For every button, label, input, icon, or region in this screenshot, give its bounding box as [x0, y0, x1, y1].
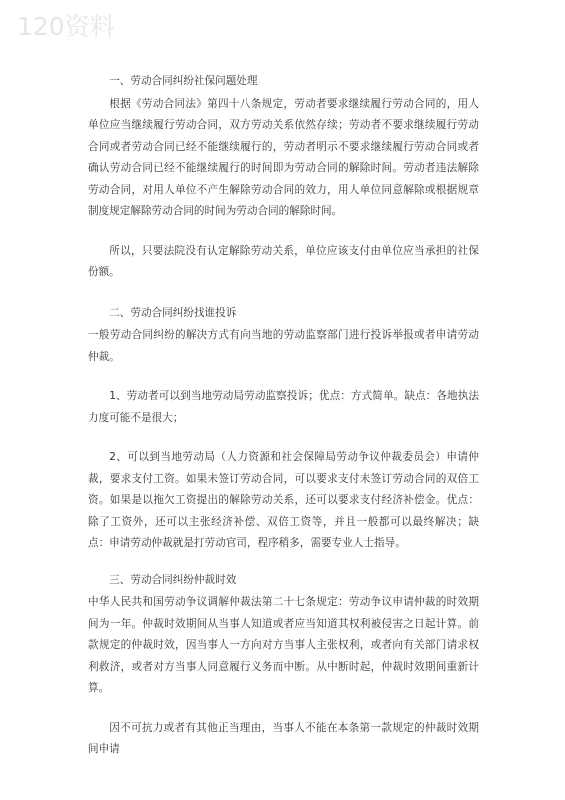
section-heading-2: 二、劳动合同纠纷找谁投诉 [109, 306, 237, 319]
paragraph: 1、劳动者可以到当地劳动局劳动监察投诉；优点：方式简单。缺点：各地执法力度可能不是很大； [88, 390, 479, 424]
paragraph: 因不可抗力或者有其他正当理由，当事人不能在本条第一款规定的仲裁时效期间申请 [88, 721, 479, 755]
paragraph: 2、可以到当地劳动局（人力资源和社会保障局劳动争议仲裁委员会）申请仲裁，要求支付工资。如果未签订劳动合同，可以要求支付未签订劳动合同的双倍工资。如果是以拖欠工资提出的解除劳动关系，还可以要求支付经济补偿金。优点：除了工资外，还可以主张经济补偿、双倍工资等，并且一般都可以最终解决；缺点：申请劳动仲裁就是打劳动官司，程序稍多，需要专业人士指导。 [88, 451, 479, 549]
document-body [88, 70, 479, 761]
paragraph: 根据《劳动合同法》第四十八条规定，劳动者要求继续履行劳动合同的，用人单位应当继续履行劳动合同，双方劳动关系依然存续；劳动者不要求继续履行劳动合同或者劳动合同已经不能继续履行的，劳动者明示不要求继续履行劳动合同或者确认劳动合同已经不能继续履行的时间即为劳动合同的解除时间。劳动者违法解除劳动合同，对用人单位不产生解除劳动合同的效力，用人单位同意解除或根据规章制度规定解除劳动合同的时间为劳动合同的解除时间。 [88, 97, 479, 217]
paragraph: 中华人民共和国劳动争议调解仲裁法第二十七条规定：劳动争议申请仲裁的时效期间为一年。仲裁时效期间从当事人知道或者应当知道其权利被侵害之日起计算。前款规定的仲裁时效，因当事人一方向对方当事人主张权利，或者向有关部门请求权利救济，或者对方当事人同意履行义务而中断。从中断时起，仲裁时效期间重新计算。 [88, 596, 479, 694]
paragraph: 所以，只要法院没有认定解除劳动关系，单位应该支付由单位应当承担的社保份额。 [88, 244, 479, 278]
section-heading-1: 一、劳动合同纠纷社保问题处理 [109, 75, 258, 87]
watermark: 120资料 [17, 12, 115, 41]
paragraph: 一般劳动合同纠纷的解决方式有向当地的劳动监察部门进行投诉举报或者申请劳动仲裁。 [88, 329, 479, 363]
section-heading-3: 三、劳动合同纠纷仲裁时效 [109, 573, 237, 586]
